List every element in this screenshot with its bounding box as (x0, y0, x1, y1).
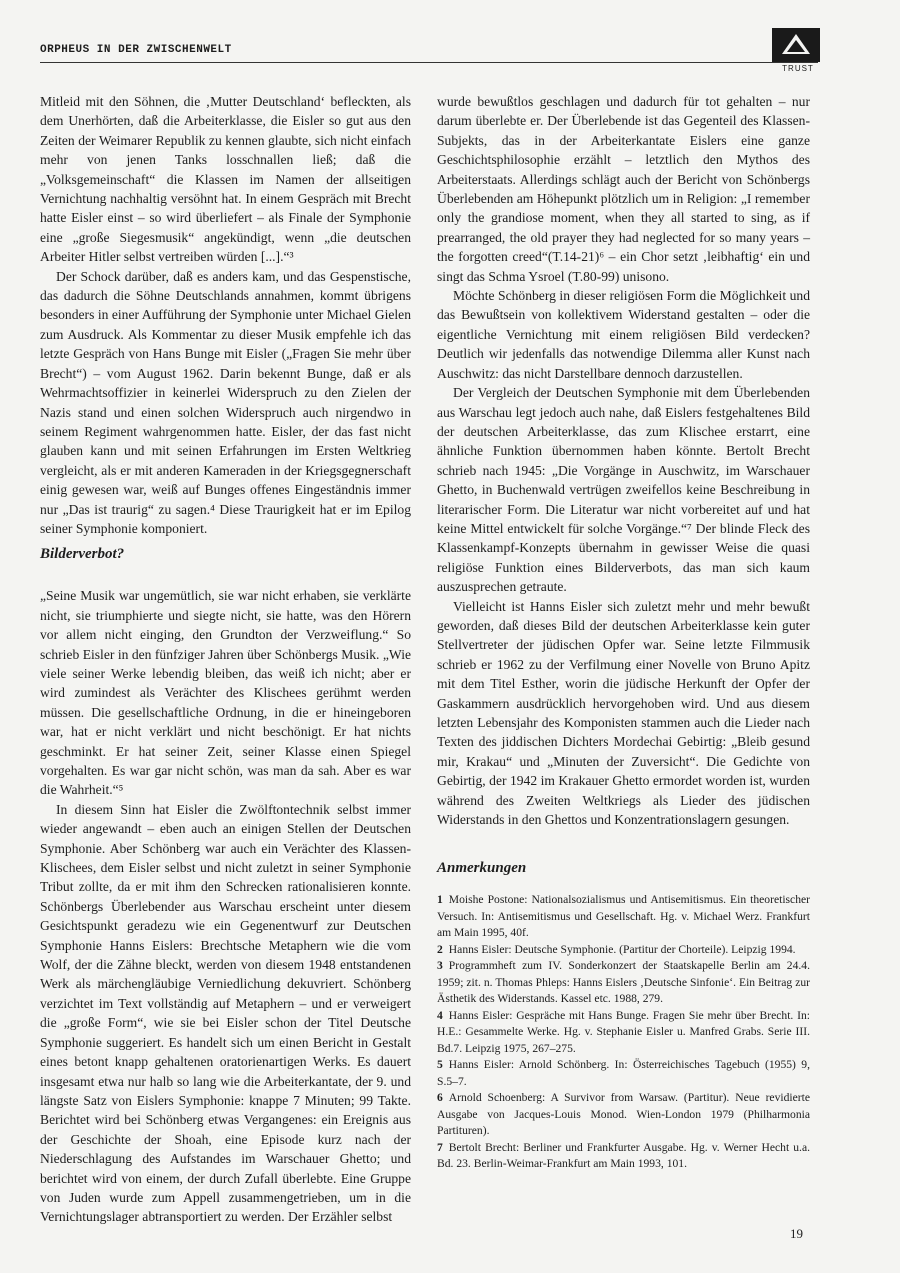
logo-text: TRUST (782, 64, 814, 73)
paragraph: „Seine Musik war ungemütlich, sie war nicht erhaben, sie verklärte nicht, sie triumphierte und siegte nicht, sie hatte, was den Hörern vor allem nicht einging, den Grundton der Verzweiflung.“ So schrieb Eisler in den fünfziger Jahren über Schönbergs Musik. „Wie viele seiner Werke lebendig bleiben, das weiß ich nicht; aber er wird zumindest als Verächter des Klischees gerühmt werden müssen. Die gesellschaftliche Ordnung, in die er hineingeboren war, hat er nicht verklärt und nicht beschönigt. Er hat nichts geschminkt. Er hat seiner Zeit, seiner Klasse einen Spiegel vorgehalten. Es war gar nicht schön, was man da sah. Aber es war die Wahrheit.“⁵ (40, 588, 411, 798)
header-rule (40, 62, 818, 63)
page-number: 19 (790, 1226, 803, 1241)
paragraph: Mitleid mit den Söhnen, die ‚Mutter Deutschland‘ befleckten, als dem Unerhörten, daß die Arbeiterklasse, die Eisler so gut aus den Zeiten der Weimarer Republik zu kennen glaubte, sich nicht einfach mehr von jenen Tanks losschnallen ließ; daß die „Volksgemeinschaft“ die Klassen im Namen der allseitigen Vernichtung nachhaltig versöhnt hat. In einem Gespräch mit Brecht hatte Eisler einst – so wird überliefert – als Finale der Symphonie eine „große Siegesmusik“ angekündigt, wenn „die deutschen Arbeiter Hitler selbst vertreiben würden [...].“³ (40, 94, 411, 265)
paragraph: Der Schock darüber, daß es anders kam, und das Gespenstische, das dadurch die Söhne Deutschlands annahmen, kommt übrigens besonders in einer Aufführung der Symphonie unter Michael Gielen zum Ausdruck. Als Kommentar zu dieser Musik empfehle ich das letzte Gespräch von Hans Bunge mit Eisler („Fragen Sie mehr über Brecht“) – vom August 1962. Darin bekennt Bunge, daß er als Wehrmachtsoffizier in keinerlei Widerspruch zu den Zielen der Nazis stand und einen solchen Widerspruch auch nirgendwo in seinem Regiment wahrgenommen hatte. Eisler, der das fast nicht glauben kann und mit seinen Erfahrungen im Ersten Weltkrieg vergleicht, als er mit anderen Kameraden in der Kriegsgegnerschaft einig gewesen war, weiß auf Bunges offenes Eingeständnis immer nur „Das ist traurig“ zu sagen.⁴ Diese Traurigkeit hat er im Epilog seiner Symphonie komponiert. (40, 268, 411, 536)
note-number: 3 (437, 959, 443, 972)
note-text: Moishe Postone: Nationalsozialismus und Antisemitismus. Ein theoretischer Versuch. In: Antisemitismus und Gesellschaft. Hg. v. Michael Werz. Frankfurt am Main 1995, 40f. (437, 893, 810, 939)
note-number: 5 (437, 1058, 443, 1071)
paragraph: In diesem Sinn hat Eisler die Zwölftontechnik selbst immer wieder angewandt – eben auch an einigen Stellen der Deutschen Symphonie. Aber Schönberg war auch ein Verächter des Klassen-Klischees, dem Eisler selbst und nicht zuletzt in seiner Symphonie Tribut zollte, da er mit ihm den Schrecken rationalisieren konnte. Schönbergs Überlebender aus Warschau erscheint unter diesem Gesichtspunkt geradezu wie ein Gegenentwurf zur Deutschen Symphonie Hanns Eislers: Brechtsche Metaphern wie die vom Wolf, der die Zähne bleckt, werden von diesem 1948 entstandenen Werk als märchengläubige Verniedlichung dekuvriert. Schönberg verzichtet im Text vollständig auf Metaphern – und er verweigert die „große Form“, wie sie bei Eisler schon der Titel Deutsche Symphonie suggeriert. Es handelt sich um einen Bericht in Gestalt eines betont knapp gehaltenen oratorienartigen Werks. Es dauert insgesamt etwa nur halb so lang wie die Arbeiterkantate, der 9. und längste Satz von Eislers Symphonie: knappe 7 Minuten; 99 Takte. Berichtet wird bei Schönberg etwas Vergangenes: ein Ereignis aus der Geschichte der Shoah, eine Episode kurz nach der Niederschlagung des Aufstandes im Warschauer Ghetto; und berichtet wird von einem, der durch Zufall überlebte. Eine Gruppe von Juden wurde zum Appell zusammengetrieben, um in die Vernichtungslager abtransportiert zu werden. Der Erzähler selbst (40, 801, 411, 1225)
running-header: ORPHEUS IN DER ZWISCHENWELT (40, 44, 232, 56)
note-text: Programmheft zum IV. Sonderkonzert der Staatskapelle Berlin am 24.4. 1959; zit. n. Thomas Phleps: Hanns Eislers ‚Deutsche Sinfonie‘. Ein Beitrag zur Ästhetik des Widerstands. Kassel etc. 1988, 279. (437, 959, 810, 1005)
notes-heading: Anmerkungen (437, 860, 527, 876)
note-number: 6 (437, 1091, 443, 1104)
paragraph: Möchte Schönberg in dieser religiösen Form die Möglichkeit und das Bewußtsein von kollektivem Widerstand gestalten – oder die eigentliche Vernichtung mit einem religiösen Bild verdecken? Deutlich wir jedenfalls das notwendige Dilemma aller Kunst nach Auschwitz: das nicht Darstellbare dennoch darzustellen. (437, 288, 810, 381)
note-text: Bertolt Brecht: Berliner und Frankfurter Ausgabe. Hg. v. Werner Hecht u.a. Bd. 23. Berlin-Weimar-Frankfurt am Main 1993, 101. (437, 1140, 810, 1170)
note-text: Hanns Eisler: Deutsche Symphonie. (Partitur der Chorteile). Leipzig 1994. (448, 942, 796, 956)
notes-list (437, 892, 810, 1173)
note-text: Hanns Eisler: Arnold Schönberg. In: Österreichisches Tagebuch (1955) 9, S.5–7. (437, 1058, 810, 1088)
paragraph: Der Vergleich der Deutschen Symphonie mit dem Überlebenden aus Warschau legt jedoch auch nahe, daß Eislers festgehaltenes Bild der deutschen Arbeiterklasse, das zum Klischee erstarrt, eine ähnliche Funktion übernommen haben könnte. Bertolt Brecht schrieb nach 1945: „Die Vorgänge in Auschwitz, im Warschauer Ghetto, in Buchenwald vertrügen zweifellos keine Beschreibung in literarischer Form. Die Literatur war nicht vorbereitet auf und hat keine Mittel entwickelt für solche Vorgänge.“⁷ Der blinde Fleck des Klassenkampf-Konzepts übernahm in gewisser Weise die quasi religiöse Funktion eines Bilderverbots, das man sich kaum auszusprechen getraute. (437, 385, 810, 595)
note-number: 4 (437, 1008, 443, 1022)
note-number: 1 (437, 893, 443, 906)
section-heading: Bilderverbot? (40, 546, 125, 562)
note-item (437, 892, 810, 942)
note-number: 2 (437, 942, 443, 956)
paragraph: wurde bewußtlos geschlagen und dadurch für tot gehalten – nur darum überlebte er. Der Überlebende ist das Gegenteil des Klassen-Subjekts, das in der Arbeiterkantate Eislers eine ganze Geschichtsphilosophie erzählt – letztlich den Mythos des Arbeiterstaats. Allerdings schlägt auch der Bericht von Schönbergs Überlebenden am Höhepunkt plötzlich um in Religion: „I remember only the grandiose moment, when they all started to sing, as if prearranged, the old prayer they had neglected for so many years – the forgotten creed“(T.14-21)⁶ – ein Chor setzt ‚leibhaftig‘ ein und singt das Schma Ysroel (T.80-99) unisono. (437, 94, 810, 284)
note-item (437, 1008, 810, 1058)
note-item (437, 1057, 810, 1090)
note-item (437, 958, 810, 1008)
note-text: Arnold Schoenberg: A Survivor from Warsaw. (Partitur). Neue revidierte Ausgabe von Jacques-Louis Monod. Wien-London 1979 (Philharmonia Partituren). (437, 1091, 810, 1137)
note-text: Hanns Eisler: Gespräche mit Hans Bunge. Fragen Sie mehr über Brecht. In: H.E.: Gesammelte Werke. Hg. v. Stephanie Eisler u. Manfred Grabs. Serie III. Bd.7. Leipzig 1975, 267–275. (437, 1008, 810, 1055)
note-item (437, 1140, 810, 1173)
note-item (437, 942, 810, 959)
left-column (40, 92, 411, 1227)
note-number: 7 (437, 1140, 443, 1154)
right-column (437, 92, 810, 829)
paragraph: Vielleicht ist Hanns Eisler sich zuletzt mehr und mehr bewußt geworden, daß dieses Bild der deutschen Arbeiterklasse kein guter Stellvertreter der jüdischen Opfer war. Seine letzte Filmmusik schrieb er 1962 zu der Verfilmung einer Novelle von Bruno Apitz mit dem Titel Esther, worin die jüdische Herkunft der Opfer der Gaskammern ausdrücklich hervorgehoben wird. Und aus diesem letzten Lebensjahr des Komponisten stammen auch die Lieder nach Texten des jiddischen Dichters Mordechai Gebirtig: „Bleib gesund mir, Krakau“ und „Minuten der Zuversicht“. Die Gedichte von Gebirtig, der 1942 im Krakauer Ghetto ermordet worden ist, wurden während des Zweiten Weltkriegs als Lieder des jüdischen Widerstands in den Ghettos und Konzentrationslagern gesungen. (437, 598, 810, 828)
note-item (437, 1090, 810, 1140)
